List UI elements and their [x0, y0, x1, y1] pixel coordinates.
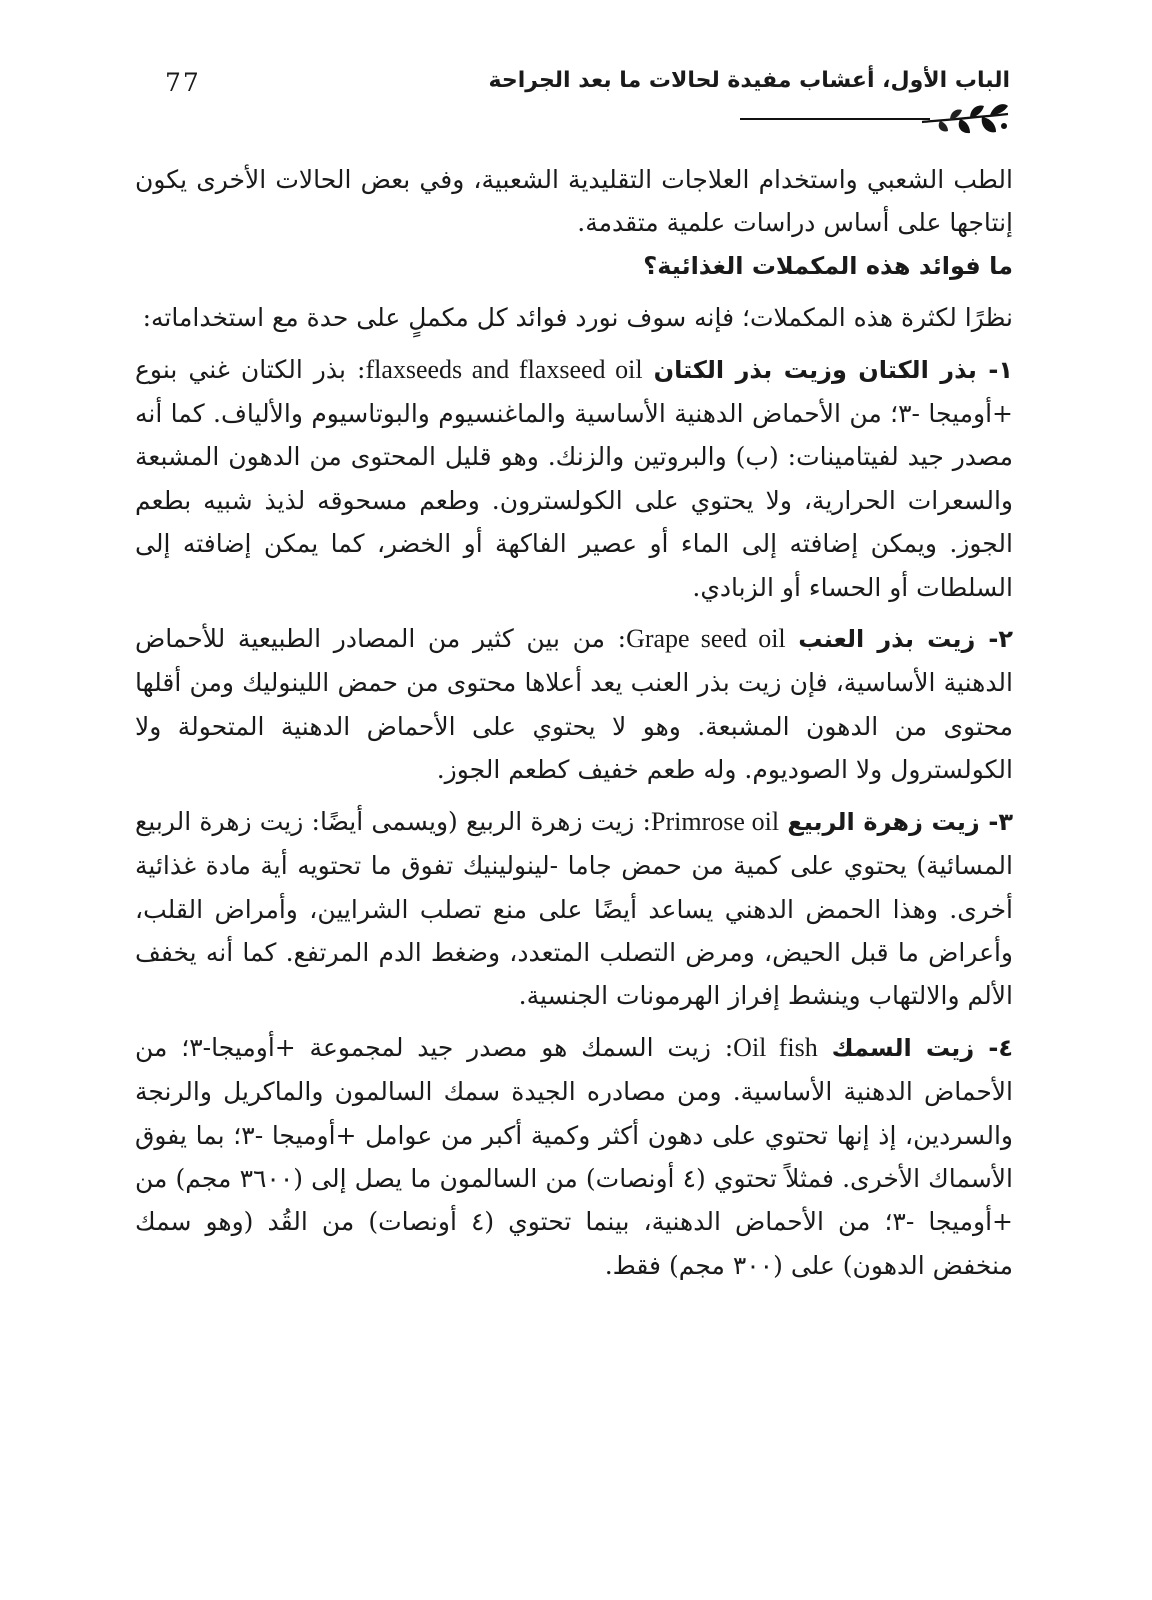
item-primrose-latin: Primrose oil — [650, 806, 780, 836]
leaf-branch-icon — [920, 100, 1010, 140]
paragraph-intro: الطب الشعبي واستخدام العلاجات التقليدية الشعبية، وفي بعض الحالات الأخرى يكون إنتاجها على أساس دراسات علمية متقدمة. — [135, 165, 1013, 238]
item-grape-seed-text: : من بين كثير من المصادر الطبيعية للأحماض الدهنية الأساسية، فإن زيت بذر العنب يعد أعلاها محتوى من حمض اللينوليك ومن أقلها محتوى من الدهون المشبعة. وهو لا يحتوي على الأحماض الدهنية المتحولة ولا الكولسترول ولا الصوديوم. وله طعم خفيف كطعم الجوز. — [135, 624, 1013, 785]
page-header — [140, 58, 1010, 128]
body-text — [135, 158, 1013, 1287]
item-grape-seed-latin: Grape seed oil — [626, 624, 786, 654]
item-flaxseed-title: ١- بذر الكتان وزيت بذر الكتان — [653, 355, 1014, 384]
item-primrose-title: ٣- زيت زهرة الربيع — [787, 807, 1013, 836]
item-fish-oil-latin: Oil fish — [733, 1032, 818, 1062]
item-primrose-text: : زيت زهرة الربيع (ويسمى أيضًا: زيت زهرة الربيع المسائية) يحتوي على كمية من حمض جاما -لينولينيك تفوق ما تحتويه أية مادة غذائية أخرى. وهذا الحمض الدهني يساعد أيضًا على منع تصلب الشرايين، وأمراض القلب، وأعراض ما قبل الحيض، ومرض التصلب المتعدد، وضغط الدم المرتفع. كما أنه يخفف الألم والالتهاب وينشط إفراز الهرمونات الجنسية. — [135, 806, 1013, 1011]
section-heading: ما فوائد هذه المكملات الغذائية؟ — [643, 251, 1013, 280]
item-fish-oil-title: ٤- زيت السمك — [831, 1033, 1013, 1062]
item-grape-seed — [135, 617, 1013, 792]
item-fish-oil — [135, 1026, 1013, 1287]
item-grape-seed-title: ٢- زيت بذر العنب — [798, 625, 1013, 654]
running-head: الباب الأول، أعشاب مفيدة لحالات ما بعد الجراحة — [488, 68, 1010, 93]
page-number: 77 — [165, 68, 201, 97]
item-fish-oil-text: : زيت السمك هو مصدر جيد لمجموعة +أوميجا-٣؛ من الأحماض الدهنية الأساسية. ومن مصادره الجيدة سمك السالمون والماكريل والرنجة والسردين، إذ إنها تحتوي على دهون أكثر وكمية أكبر من عوامل +أوميجا -٣؛ بما يفوق الأسماك الأخرى. فمثلاً تحتوي (٤ أونصات) من السالمون ما يصل إلى (٣٦٠٠ مجم) من +أوميجا -٣؛ من الأحماض الدهنية، بينما تحتوي (٤ أونصات) من القُد (وهو سمك منخفض الدهون) على (٣٠٠ مجم) فقط. — [135, 1032, 1013, 1280]
paragraph-overview: نظرًا لكثرة هذه المكملات؛ فإنه سوف نورد فوائد كل مكملٍ على حدة مع استخداماته: — [142, 303, 1013, 333]
header-rule — [740, 118, 930, 120]
item-flaxseed-text: : بذر الكتان غني بنوع +أوميجا -٣؛ من الأحماض الدهنية الأساسية والماغنسيوم والبوتاسيوم والألياف. كما أنه مصدر جيد لفيتامينات: (ب) والبروتين والزنك. وهو قليل المحتوى من الدهون المشبعة والسعرات الحرارية، ولا يحتوي على الكولسترون. وطعم مسحوقه لذيذ شبيه بطعم الجوز. ويمكن إضافته إلى الماء أو عصير الفاكهة أو الخضر، كما يمكن إضافته إلى السلطات أو الحساء أو الزبادي. — [135, 354, 1013, 602]
item-primrose — [135, 800, 1013, 1018]
item-flaxseed-latin: flaxseeds and flaxseed oil — [365, 354, 643, 384]
item-flaxseed — [135, 348, 1013, 609]
